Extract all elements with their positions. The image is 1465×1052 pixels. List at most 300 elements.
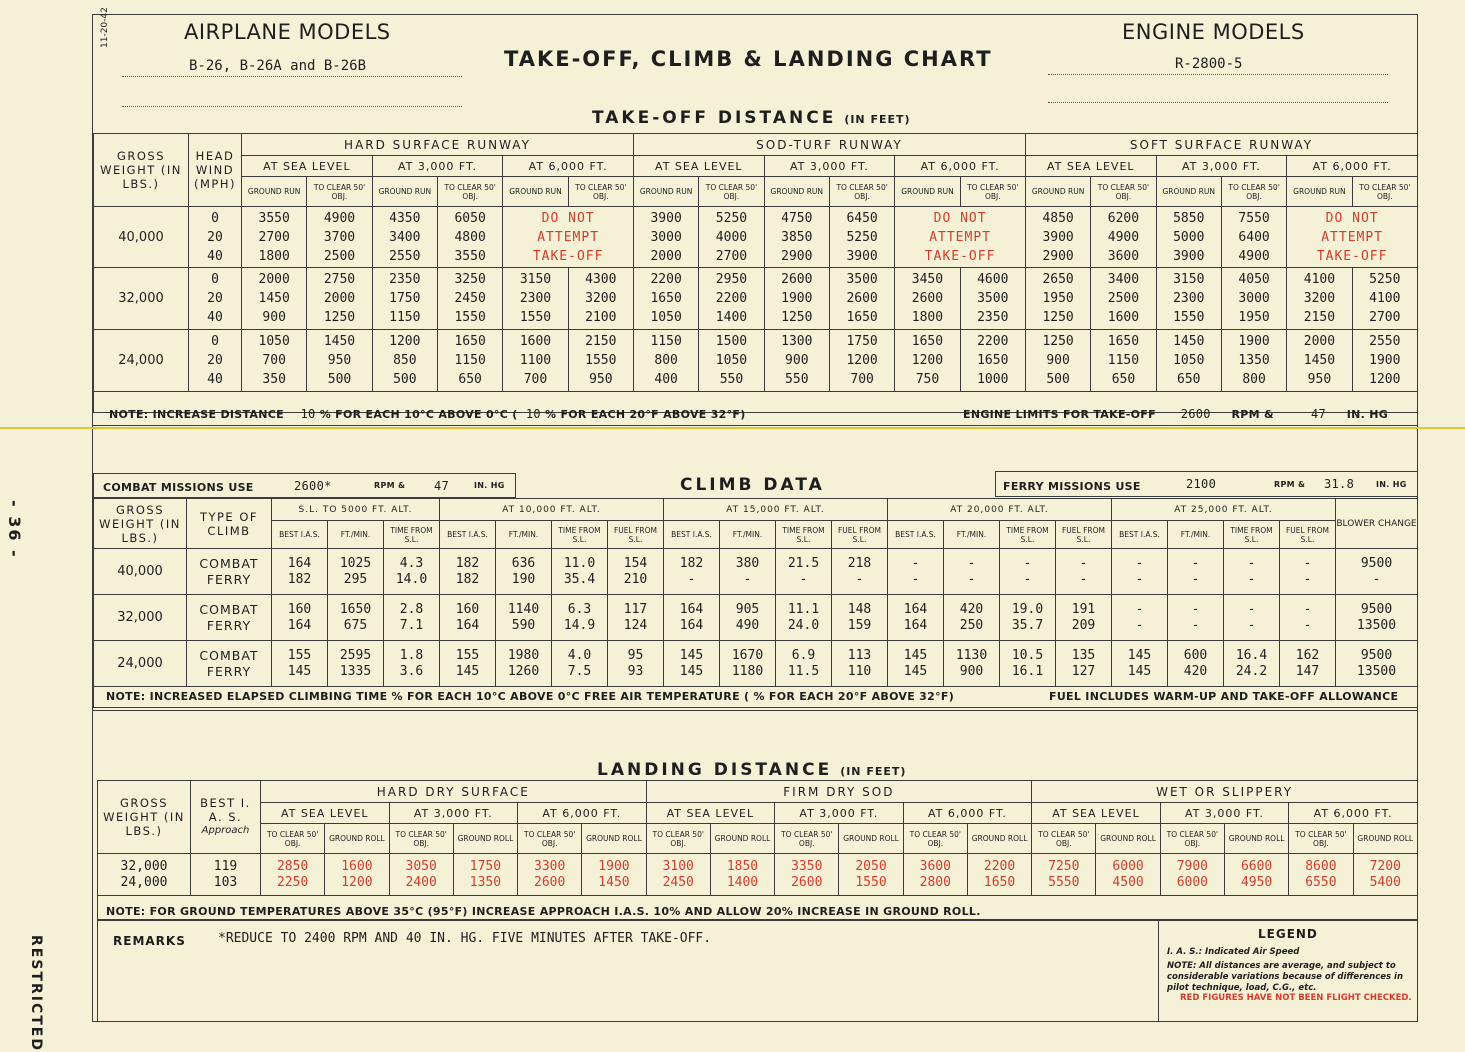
gross-weight [98,854,191,896]
distance-value: 1300 [781,334,813,349]
distance-value: 550 [719,372,744,387]
distance-cell [829,330,894,392]
climb-cell [720,641,776,687]
climb-value: - [743,571,752,587]
head-wind-value: 20 [207,353,223,368]
gross-weight: 24,000 [94,641,187,687]
subheader-ground-roll: GROUND ROLL [1096,824,1160,854]
distance-value: 400 [654,372,678,387]
climb-cell [328,549,384,595]
distance-value: 3600 [1107,248,1140,264]
distance-value: 1150 [1107,353,1140,368]
distance-cell [1156,207,1221,268]
landing-cell [1353,854,1417,896]
climb-value: 145 [679,647,704,663]
distance-value: 2000 [323,291,356,306]
climb-cell [944,595,1000,641]
climb-value: 16.1 [1011,663,1044,679]
distance-value: 1150 [650,334,682,349]
climb-cell [1056,641,1112,687]
distance-value: 500 [393,372,417,387]
climb-cell [608,641,664,687]
climb-subheader: BEST I.A.S. [888,521,944,549]
climb-value: 3.6 [399,663,424,679]
dotted-line [1048,74,1388,75]
distance-value: 2000 [1303,334,1336,349]
distance-cell [1352,330,1417,392]
subheader-to-clear: TO CLEAR 50' OBJ. [1032,824,1096,854]
airplane-models-value: B-26, B-26A and B-26B [189,58,367,74]
distance-value: 2600 [846,291,878,306]
distance-cell [829,268,894,330]
combat-label: COMBAT MISSIONS USE [103,481,254,494]
climb-value: - [1135,555,1144,571]
takeoff-row [94,330,1418,392]
alt-sl-5000: S.L. TO 5000 FT. ALT. [272,499,440,521]
subheader-to-clear: TO CLEAR 50' OBJ. [646,824,710,854]
climb-type-value: FERRY [206,663,252,679]
climb-value: 9500 [1360,601,1393,617]
distance-value: 1650 [911,334,944,349]
landing-cell [710,854,774,896]
distance-value: 2500 [323,248,356,264]
distance-value: 3000 [650,229,682,245]
distance-value: 3850 [781,229,813,245]
subheader-ground-run: GROUND RUN [895,177,960,207]
distance-value: 3150 [1173,272,1205,287]
legend-ias-def: I. A. S.: Indicated Air Speed [1167,947,1300,957]
climb-value: 1650 [339,601,372,617]
distance-value: 1800 [911,310,944,325]
landing-value: 1550 [855,874,887,890]
distance-value: 2900 [781,248,813,264]
distance-value: 350 [262,372,286,387]
runway-sod: SOD-TURF RUNWAY [633,134,1025,156]
landing-cell [967,854,1031,896]
landing-value: 1650 [983,874,1016,890]
takeoff-table [93,133,1418,413]
subheader-to-clear: TO CLEAR 50' OBJ. [1160,824,1224,854]
distance-value: 4600 [977,272,1009,287]
col-type-of-climb: TYPE OF CLIMB [187,499,272,549]
distance-value: 950 [589,372,613,387]
distance-value: 850 [393,353,417,368]
subheader-ground-run: GROUND RUN [242,177,307,207]
climb-cell [496,549,552,595]
distance-cell [437,330,502,392]
distance-value: 1950 [1238,310,1270,325]
landing-value: 1350 [469,874,502,890]
distance-cell [1091,330,1156,392]
subheader-ground-roll: GROUND ROLL [325,824,389,854]
climb-row [94,549,1418,595]
climb-value: - [967,571,976,587]
engine-models-label: ENGINE MODELS [1122,20,1305,44]
landing-cell [1289,854,1353,896]
climb-value: 4.3 [399,555,424,571]
distance-value: 900 [1046,353,1070,368]
distance-value: 1450 [258,291,290,306]
distance-cell [1091,268,1156,330]
landing-value: 1850 [726,858,759,874]
distance-value: 2700 [258,229,290,245]
climb-value: - [1372,571,1381,587]
climb-cell [1224,549,1280,595]
gross-weight: 32,000 [94,595,187,641]
altitude-header: AT SEA LEVEL [242,156,373,177]
climb-value: 11.1 [787,601,820,617]
climb-value: 19.0 [1011,601,1044,617]
altitude-header: AT 6,000 FT. [1287,156,1418,177]
climb-value: 110 [847,663,872,679]
red-warning: TAKE-OFF [1316,248,1388,264]
distance-cell [633,207,698,268]
climb-cell [1056,595,1112,641]
distance-value: 3550 [454,248,486,264]
distance-value: 2600 [781,272,813,287]
distance-value: 1750 [389,291,421,306]
surface-wet: WET OR SLIPPERY [1032,781,1418,803]
subheader-to-clear: TO CLEAR 50' OBJ. [1289,824,1353,854]
climb-cell [440,595,496,641]
landing-value: 1600 [341,858,373,874]
do-not-attempt [503,207,634,268]
climb-cell [1000,641,1056,687]
alt-20000: AT 20,000 FT. ALT. [888,499,1112,521]
distance-cell [307,207,372,268]
climb-subheader: FT./MIN. [720,521,776,549]
climb-value: 160 [455,601,480,617]
climb-cell [944,549,1000,595]
climb-value: 1140 [507,601,540,617]
surface-firm-sod: FIRM DRY SOD [646,781,1032,803]
distance-value: 2550 [389,248,421,264]
climb-value: 164 [287,617,312,633]
gross-weight: 24,000 [94,330,189,392]
distance-cell [829,207,894,268]
col-blower-change: BLOWER CHANGE [1336,499,1418,549]
runway-hard: HARD SURFACE RUNWAY [242,134,634,156]
climb-row [94,595,1418,641]
distance-value: 2950 [715,272,748,287]
climb-value: - [1023,555,1032,571]
distance-value: 1550 [585,353,617,368]
combat-missions-box [93,473,516,498]
gross-weight: 32,000 [94,268,189,330]
distance-cell [633,330,698,392]
distance-value: 2500 [1107,291,1140,306]
landing-value: 6600 [1240,858,1273,874]
altitude-header: AT 3,000 FT. [1160,803,1289,824]
climb-value: 6.9 [791,647,816,663]
altitude-header: AT 6,000 FT. [1289,803,1418,824]
climb-subheader: TIME FROM S.L. [1224,521,1280,549]
climb-cell [1280,549,1336,595]
distance-value: 950 [327,353,352,368]
distance-value: 3000 [1238,291,1270,306]
page-number: - 36 - [5,500,24,559]
climb-value: 154 [623,555,648,571]
distance-value: 1750 [846,334,878,349]
climb-value: 2.8 [399,601,424,617]
climb-value: - [1135,571,1144,587]
distance-cell [764,330,829,392]
climb-value: 1180 [731,663,764,679]
climb-value: 145 [1127,663,1152,679]
best-ias [191,854,261,896]
distance-value: 1650 [454,334,486,349]
landing-cell [839,854,903,896]
climb-value: 135 [1071,647,1096,663]
climb-cell [328,595,384,641]
distance-value: 1450 [323,334,356,349]
distance-value: 2100 [585,310,617,325]
alt-25000: AT 25,000 FT. ALT. [1112,499,1336,521]
climb-cell [720,549,776,595]
distance-value: 4850 [1042,210,1074,226]
head-wind [189,207,242,268]
distance-cell [437,268,502,330]
climb-value: 218 [847,555,872,571]
dotted-line [1048,102,1388,103]
climb-cell [1112,549,1168,595]
climb-type-value: COMBAT [199,601,259,617]
surface-hard-dry: HARD DRY SURFACE [261,781,647,803]
climb-value: 905 [735,601,760,617]
climb-value: 16.4 [1235,647,1268,663]
distance-cell [568,268,633,330]
red-warning: DO NOT [933,210,987,226]
climb-subheader: FUEL FROM S.L. [1280,521,1336,549]
distance-value: 1050 [258,334,290,349]
climb-value: 160 [287,601,312,617]
climb-value: 1130 [955,647,988,663]
distance-value: 1900 [1238,334,1270,349]
red-warning: DO NOT [541,210,595,226]
climb-cell [944,641,1000,687]
altitude-header: AT 6,000 FT. [903,803,1032,824]
distance-value: 2650 [1042,272,1074,287]
legend-title: LEGEND [1258,927,1318,941]
landing-value: 2200 [983,858,1016,874]
climb-cell [552,549,608,595]
climb-cell [1224,595,1280,641]
distance-value: 3500 [846,272,878,287]
climb-row [94,641,1418,687]
climb-value: - [1135,601,1144,617]
climb-value: 182 [455,555,480,571]
climb-value: 490 [735,617,760,633]
climb-cell [832,595,888,641]
climb-cell [1056,549,1112,595]
climb-value: - [911,571,920,587]
climb-cell [1280,641,1336,687]
restricted-stamp: RESTRICTED [28,935,44,1052]
divider [93,710,1418,711]
climb-cell [1336,641,1418,687]
distance-value: 2350 [389,272,421,287]
remarks-text: *REDUCE TO 2400 RPM AND 40 IN. HG. FIVE MINUTES AFTER TAKE-OFF. [218,931,712,946]
distance-value: 3500 [977,291,1009,306]
head-wind-value: 0 [211,272,219,287]
distance-value: 1550 [454,310,486,325]
subheader-to-clear: TO CLEAR 50' OBJ. [261,824,325,854]
dotted-line [122,106,462,107]
distance-cell [1221,207,1286,268]
red-warning: ATTEMPT [929,229,991,245]
col-gross-weight: GROSS WEIGHT (IN LBS.) [94,134,189,207]
climb-cell [272,595,328,641]
distance-value: 550 [785,372,809,387]
subheader-to-clear: TO CLEAR 50' OBJ. [960,177,1025,207]
climb-cell [384,549,440,595]
altitude-header: AT SEA LEVEL [1032,803,1161,824]
climb-value: 24.2 [1235,663,1268,679]
distance-value: 3400 [389,229,421,245]
distance-value: 1200 [389,334,421,349]
distance-value: 1250 [323,310,356,325]
climb-value: 2595 [339,647,372,663]
climb-value: 95 [627,647,644,663]
takeoff-row [94,268,1418,330]
climb-value: - [1191,555,1200,571]
divider [1158,921,1159,1021]
climb-value: 164 [903,617,928,633]
distance-value: 1050 [715,353,748,368]
landing-cell [775,854,839,896]
distance-cell [960,268,1025,330]
landing-value: 5400 [1369,874,1401,890]
distance-value: 2450 [454,291,486,306]
climb-cell [664,549,720,595]
distance-value: 2200 [650,272,682,287]
ferry-rpm: 2100 [1186,477,1217,491]
landing-value: 5550 [1048,874,1080,890]
remarks-label: REMARKS [113,934,186,948]
climb-type [187,641,272,687]
distance-cell [437,207,502,268]
distance-value: 2700 [715,248,748,264]
ias-value: 103 [213,874,238,890]
landing-value: 6000 [1112,858,1144,874]
distance-value: 2550 [1369,334,1401,349]
distance-value: 1650 [650,291,682,306]
subheader-to-clear: TO CLEAR 50' OBJ. [389,824,453,854]
gross-weight: 40,000 [94,207,189,268]
distance-value: 1250 [781,310,813,325]
subheader-to-clear: TO CLEAR 50' OBJ. [1091,177,1156,207]
climb-value: 13500 [1356,663,1397,679]
climb-cell [1112,641,1168,687]
distance-value: 900 [785,353,809,368]
red-warning: ATTEMPT [537,229,600,245]
climb-value: 1.8 [399,647,424,663]
distance-value: 4300 [585,272,617,287]
distance-value: 2600 [911,291,944,306]
climb-cell [1336,549,1418,595]
climb-value: - [687,571,696,587]
climb-value: 159 [847,617,872,633]
climb-cell [832,641,888,687]
climb-value: 182 [679,555,704,571]
climb-cell [440,549,496,595]
distance-value: 1550 [519,310,552,325]
engine-models-value: R-2800-5 [1175,56,1243,72]
climb-value: 35.7 [1011,617,1044,633]
climb-value: 250 [959,617,984,633]
distance-value: 750 [915,372,940,387]
altitude-header: AT 3,000 FT. [764,156,895,177]
col-best-ias: BEST I. A. S. Approach [191,781,261,854]
climb-cell [1168,641,1224,687]
distance-value: 1250 [1042,310,1074,325]
distance-cell [242,268,307,330]
altitude-header: AT SEA LEVEL [633,156,764,177]
altitude-header: AT SEA LEVEL [646,803,775,824]
climb-value: 14.0 [395,571,428,587]
distance-value: 1150 [454,353,486,368]
landing-cell [903,854,967,896]
distance-value: 2300 [1173,291,1205,306]
gross-weight: 40,000 [94,549,187,595]
climb-value: 380 [735,555,760,571]
subheader-to-clear: TO CLEAR 50' OBJ. [1221,177,1286,207]
climb-cell [440,641,496,687]
distance-cell [1025,268,1090,330]
distance-cell [307,268,372,330]
climb-cell [328,641,384,687]
do-not-attempt [1287,207,1418,268]
climb-type-value: COMBAT [199,555,259,571]
distance-value: 1050 [650,310,682,325]
distance-value: 1500 [715,334,748,349]
combat-hg-label: IN. HG [474,481,505,490]
climb-value: 164 [679,601,704,617]
distance-cell [1352,268,1417,330]
distance-cell [1221,268,1286,330]
distance-value: 5850 [1173,210,1205,226]
subheader-ground-roll: GROUND ROLL [582,824,646,854]
alt-10000: AT 10,000 FT. ALT. [440,499,664,521]
landing-value: 2600 [534,874,566,890]
do-not-attempt [895,207,1026,268]
distance-cell [242,207,307,268]
ferry-hg-label: IN. HG [1376,480,1407,489]
landing-value: 6000 [1176,874,1208,890]
climb-value: 11.0 [563,555,596,571]
climb-value: - [1079,571,1088,587]
distance-value: 1200 [1369,372,1401,387]
climb-cell [272,549,328,595]
climb-cell [1168,595,1224,641]
landing-cell [1224,854,1288,896]
head-wind [189,330,242,392]
head-wind-value: 40 [207,372,223,387]
climb-value: - [1191,617,1200,633]
climb-cell [888,549,944,595]
climb-subheader: TIME FROM S.L. [552,521,608,549]
climb-subheader: BEST I.A.S. [272,521,328,549]
climb-cell [664,595,720,641]
distance-cell [1025,330,1090,392]
airplane-models-label: AIRPLANE MODELS [184,20,391,44]
climb-cell [776,549,832,595]
landing-value: 1900 [598,858,630,874]
climb-value: - [1303,571,1312,587]
side-code: 11-20-42 [100,7,110,48]
subheader-ground-run: GROUND RUN [1287,177,1352,207]
distance-value: 5250 [1369,272,1401,287]
